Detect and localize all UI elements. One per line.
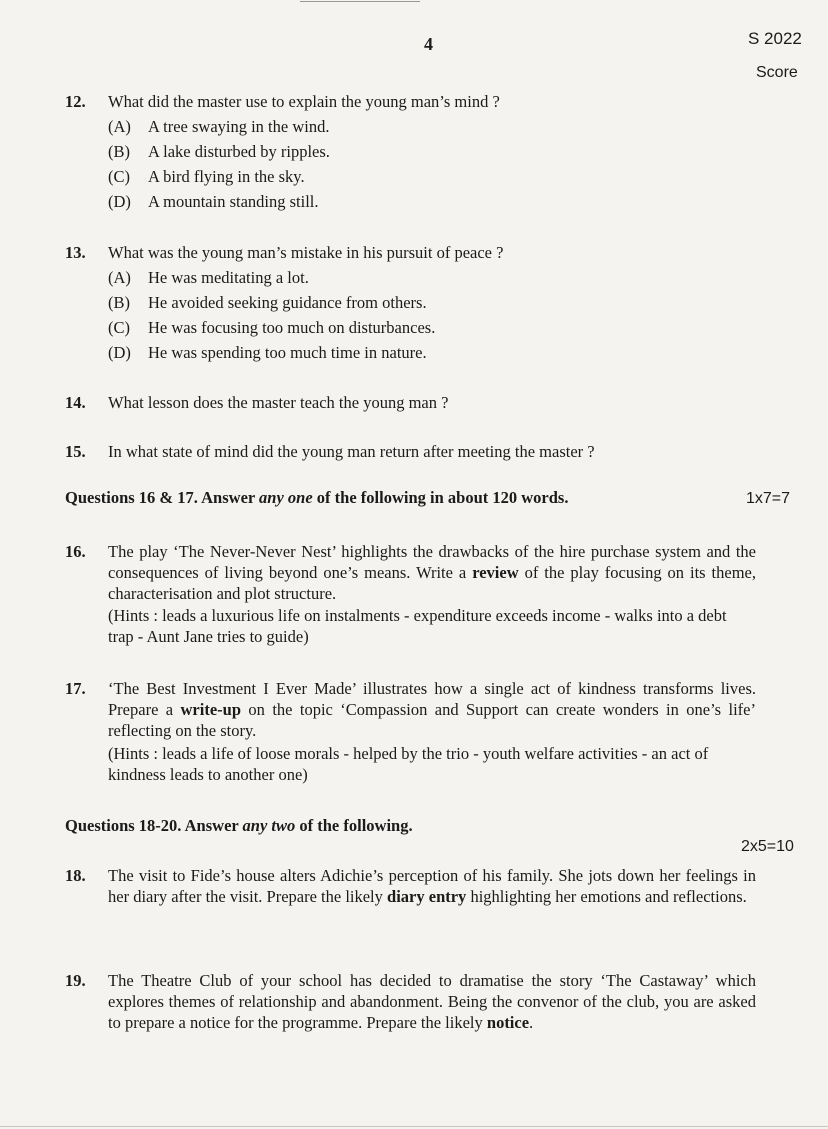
section-heading-16-17: Questions 16 & 17. Answer any one of the following in about 120 words. xyxy=(65,488,569,507)
question-18-text: The visit to Fide’s house alters Adichie’s perception of his family. She jots down her feelings in her diary after the visit. Prepare the likely diary entry highlighting her emotions and reflections. xyxy=(108,866,756,906)
question-16-hints: (Hints : leads a luxurious life on instalments - expenditure exceeds income - walks into a debt trap - Aunt Jane tries to guide) xyxy=(108,606,727,646)
question-number: 12. xyxy=(65,92,86,111)
option-a: (A) He was meditating a lot. xyxy=(108,268,309,287)
question-text: What lesson does the master teach the young man ? xyxy=(108,393,449,412)
question-number: 14. xyxy=(65,393,86,412)
option-a: (A) A tree swaying in the wind. xyxy=(108,117,330,136)
marks-18-20: 2x5=10 xyxy=(741,838,794,855)
option-c: (C) He was focusing too much on disturbances. xyxy=(108,318,436,337)
question-text: What did the master use to explain the young man’s mind ? xyxy=(108,92,500,111)
question-15 xyxy=(65,441,765,463)
question-number: 13. xyxy=(65,243,86,262)
question-text: What was the young man’s mistake in his pursuit of peace ? xyxy=(108,243,504,262)
option-b: (B) A lake disturbed by ripples. xyxy=(108,142,330,161)
marks-16-17: 1x7=7 xyxy=(746,490,791,507)
question-19-number: 19. xyxy=(65,971,86,990)
question-19-text: The Theatre Club of your school has decided to dramatise the story ‘The Castaway’ which explores themes of relationship and abandonment. Being the convenor of the club, you are asked to prepare a notice for the programme. Prepare the likely notice. xyxy=(108,971,756,1032)
bottom-rule xyxy=(0,1126,828,1127)
question-18-number: 18. xyxy=(65,866,86,885)
section-heading-18-20: Questions 18-20. Answer any two of the following. xyxy=(65,816,413,835)
option-d: (D) A mountain standing still. xyxy=(108,192,319,211)
page-number: 4 xyxy=(424,34,433,54)
question-number: 15. xyxy=(65,442,86,461)
question-16-text: The play ‘The Never-Never Nest’ highlights the drawbacks of the hire purchase system and the consequences of living beyond one’s means. Write a review of the play focusing on its theme, characterisation and plot structure. xyxy=(108,542,756,603)
question-17-text: ‘The Best Investment I Ever Made’ illustrates how a single act of kindness transforms lives. Prepare a write-up on the topic ‘Compassion and Support can create wonders in one’s life’ reflecting on the story. xyxy=(108,679,756,740)
question-17-hints: (Hints : leads a life of loose morals - helped by the trio - youth welfare activities - an act of kindness leads to another one) xyxy=(108,744,709,784)
question-12 xyxy=(65,91,765,221)
option-b: (B) He avoided seeking guidance from others. xyxy=(108,293,427,312)
question-text: In what state of mind did the young man return after meeting the master ? xyxy=(108,442,595,461)
option-c: (C) A bird flying in the sky. xyxy=(108,167,305,186)
question-14 xyxy=(65,392,765,414)
question-16-number: 16. xyxy=(65,542,86,561)
option-d: (D) He was spending too much time in nature. xyxy=(108,343,427,362)
question-17-number: 17. xyxy=(65,679,86,698)
exam-code: S 2022 xyxy=(748,29,802,48)
question-13 xyxy=(65,242,765,372)
score-label: Score xyxy=(756,64,798,81)
top-rule xyxy=(300,1,420,2)
